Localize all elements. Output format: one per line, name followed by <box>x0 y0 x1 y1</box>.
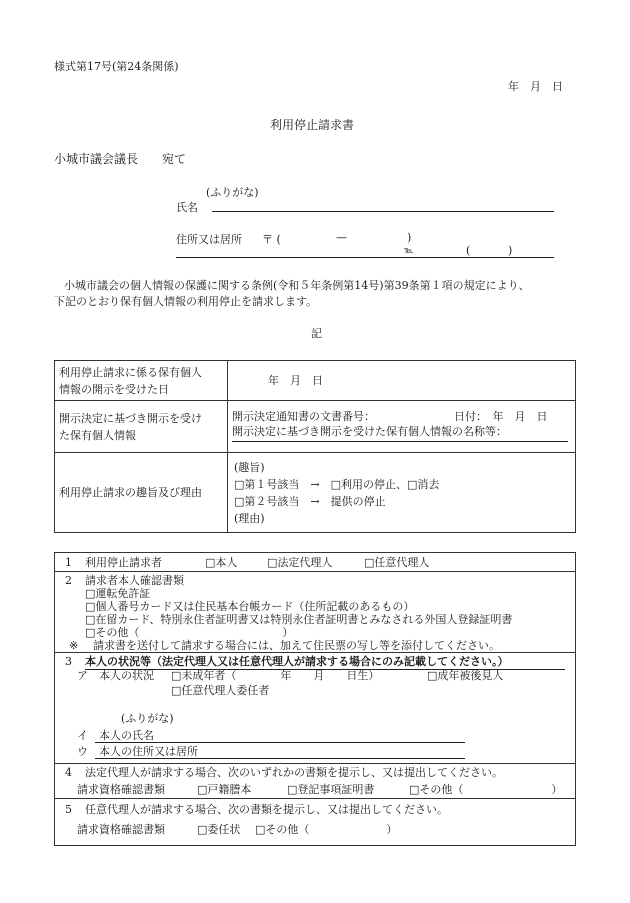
ki-heading: 記 <box>311 327 322 340</box>
paragraph-line-2: 下記のとおり保有個人情報の利用停止を請求します。 <box>54 295 318 308</box>
disclosed-info-label: 開示決定に基づき開示を受け た保有個人情報 <box>55 401 228 453</box>
s3-a-principal[interactable]: □任意代理人委任者 <box>171 684 270 697</box>
s5-option-proxy[interactable]: □委任状 <box>197 823 241 836</box>
disclosure-date-label: 利用停止請求に係る保有個人 情報の開示を受けた日 <box>55 361 228 401</box>
s3-u-line[interactable] <box>95 758 465 759</box>
purpose-reason-label: 利用停止請求の趣旨及び理由 <box>55 453 228 533</box>
purpose-reason-cell[interactable] <box>228 453 576 533</box>
s1-option-self[interactable]: □本人 <box>205 556 238 569</box>
requester-info-box <box>54 552 576 846</box>
s1-number: 1 <box>65 556 72 569</box>
postal-prefix: 〒 ( <box>262 233 281 246</box>
addressee: 小城市議会議長 宛て <box>54 152 187 166</box>
shushi-label: (趣旨) <box>234 460 265 474</box>
disclosure-date-value: 年 月 日 <box>268 374 323 387</box>
divider <box>55 798 575 799</box>
tel-paren-close: ) <box>508 244 513 257</box>
s3-i-line[interactable] <box>95 742 465 743</box>
s2-number: 2 <box>65 574 72 587</box>
s1-option-legal[interactable]: □法定代理人 <box>267 556 333 569</box>
furigana-label: (ふりがな) <box>206 186 259 199</box>
s4-number: 4 <box>65 766 72 779</box>
option-no2[interactable]: □第２号該当 → 提供の停止 <box>234 494 386 508</box>
s3-u-label: ウ 本人の住所又は居所 <box>77 745 198 758</box>
s2-note: 請求書を送付して請求する場合には、加えて住民票の写し等を添付してください。 <box>93 639 500 652</box>
s2-item-residence-card[interactable]: □在留カード、特別永住者証明書又は特別永住者証明書とみなされる外国人登録証明書 <box>85 613 513 626</box>
s5-number: 5 <box>65 803 72 816</box>
s4-option-koseki[interactable]: □戸籍謄本 <box>197 783 252 796</box>
name-label: 氏名 <box>176 201 198 214</box>
doc-number-label: 開示決定通知書の文書番号： <box>232 409 375 423</box>
postal-suffix: ) <box>407 231 412 244</box>
s4-option-other[interactable]: □その他（ ） <box>409 783 563 796</box>
disclosed-info-cell[interactable] <box>228 401 576 453</box>
s3-a-label: ア 本人の状況 <box>77 669 154 682</box>
s2-note-mark: ※ <box>69 639 79 652</box>
s1-option-voluntary[interactable]: □任意代理人 <box>364 556 430 569</box>
info-name-line <box>232 441 568 442</box>
date-line: 年 月 日 <box>508 80 563 93</box>
s3-i-label: イ 本人の氏名 <box>77 729 154 742</box>
s2-item-mynumber[interactable]: □個人番号カード又は住民基本台帳カード（住所記載のあるもの） <box>85 600 415 613</box>
tel-paren-open: ( <box>466 244 471 257</box>
divider <box>55 571 575 572</box>
s2-label: 請求者本人確認書類 <box>85 574 184 587</box>
divider <box>55 652 575 653</box>
s4-option-registry[interactable]: □登記事項証明書 <box>287 783 375 796</box>
s3-a-minor[interactable]: □未成年者（ 年 月 日生） <box>171 669 380 682</box>
s5-option-other[interactable]: □その他（ ） <box>255 823 398 836</box>
s4-label: 法定代理人が請求する場合、次のいずれかの書類を提示し、又は提出してください。 <box>85 766 503 779</box>
address-label: 住所又は居所 <box>176 233 242 246</box>
riyu-label: (理由) <box>234 511 265 525</box>
postal-dash: — <box>336 231 347 244</box>
s3-number: 3 <box>65 655 72 668</box>
doc-date-label: 日付： 年 月 日 <box>454 409 548 423</box>
page-title: 利用停止請求書 <box>270 118 355 132</box>
form-number: 様式第17号(第24条関係) <box>54 60 179 73</box>
paragraph-line-1: 小城市議会の個人情報の保護に関する条例(令和５年条例第14号)第39条第１項の規定により、 <box>64 279 530 292</box>
s3-a-adult-ward[interactable]: □成年被後見人 <box>427 669 504 682</box>
s1-label: 利用停止請求者 <box>85 556 162 569</box>
divider <box>55 763 575 764</box>
option-no1[interactable]: □第１号該当 → □利用の停止、□消去 <box>234 477 440 491</box>
s2-item-license[interactable]: □運転免許証 <box>85 587 151 600</box>
s4-docs-label: 請求資格確認書類 <box>77 783 165 796</box>
info-name-label: 開示決定に基づき開示を受けた保有個人情報の名称等： <box>232 424 507 438</box>
address-line[interactable] <box>176 257 554 258</box>
s5-docs-label: 請求資格確認書類 <box>77 823 165 836</box>
disclosure-date-cell[interactable] <box>228 361 576 401</box>
s2-item-other[interactable]: □その他（ ） <box>85 626 294 639</box>
tel-label: ℡ <box>404 246 414 256</box>
s3-label: 本人の状況等（法定代理人又は任意代理人が請求する場合にのみ記載してください。） <box>85 655 509 668</box>
request-table <box>54 360 576 533</box>
s3-furigana: (ふりがな) <box>121 712 174 725</box>
name-line[interactable] <box>212 211 554 212</box>
s5-label: 任意代理人が請求する場合、次の書類を提示し、又は提出してください。 <box>85 803 448 816</box>
